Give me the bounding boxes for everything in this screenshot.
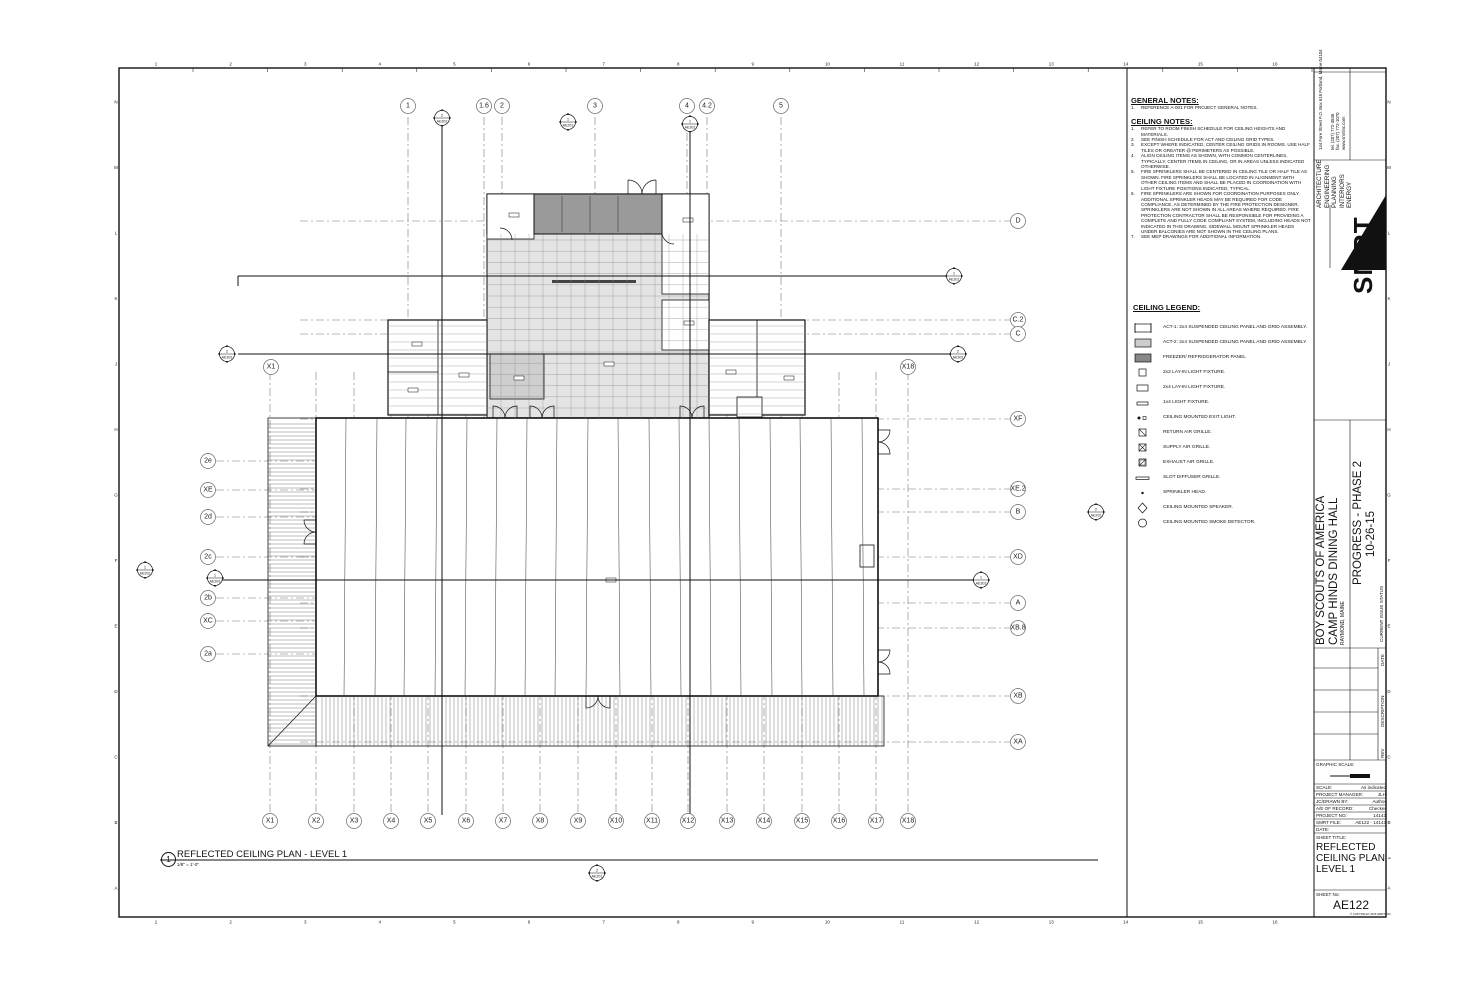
hall-fixture (860, 545, 874, 567)
section-marker-ref: AE302 (436, 119, 448, 124)
tb-row-scale (1316, 785, 1386, 790)
note-text: EXCEPT WHERE INDICATED, CENTER CEILING GRIDS IN ROOMS. USE HALF TILES OR GREATER @ PERIMETERS AS POSSIBLE. (1141, 142, 1310, 153)
legend-item (1133, 335, 1313, 350)
section-marker-number: 1 (566, 116, 570, 122)
border-number-top: 12 (974, 61, 980, 67)
drawn-label: JC/DRAWN BY: (1316, 799, 1349, 804)
sheet-title-line3: LEVEL 1 (1316, 864, 1356, 875)
grid-bubble-left-label: 2a (204, 650, 212, 658)
pm-label: PROJECT MANAGER: (1316, 792, 1364, 797)
sheet-title (1316, 842, 1391, 875)
border-number-top: 7 (602, 61, 605, 67)
border-number-top: 4 (378, 61, 382, 67)
grid-bubble-bottom-label: X2 (311, 817, 321, 825)
legend-label: RETURN AIR GRILLE. (1163, 429, 1212, 435)
border-number-bottom: 7 (602, 919, 605, 925)
border-number-bottom: 3 (303, 919, 307, 925)
border-letter-left: L (114, 230, 118, 236)
border-number-top: 10 (824, 61, 830, 67)
speaker-icon (1133, 502, 1163, 514)
return-icon (1133, 427, 1163, 439)
legend-item (1133, 440, 1313, 455)
issue-status-date: 10-26-15 (1364, 510, 1377, 557)
border-letter-right: J (1387, 361, 1391, 367)
grid-bubble-bottom-label: X4 (386, 817, 396, 825)
border-number-bottom: 5 (453, 919, 456, 925)
border-number-bottom: 16 (1272, 919, 1278, 925)
section-marker-ref: AE303 (975, 581, 987, 586)
grid-bubble-upper-label: X18 (901, 363, 915, 371)
legend-label: SPRINKLER HEAD. (1163, 489, 1207, 495)
grid-bubble-bottom-label: X9 (573, 817, 583, 825)
legend-label: 2x4 LAY-IN LIGHT FIXTURE. (1163, 384, 1226, 390)
grid-bubble-right-label: XB (1013, 692, 1023, 700)
section-marker-number: 1 (143, 564, 147, 570)
border-number-bottom: 1 (154, 919, 158, 925)
border-letter-right: L (1387, 230, 1391, 236)
legend-label: CEILING MOUNTED SMOKE DETECTOR. (1163, 519, 1256, 525)
tb-row-pm (1316, 792, 1386, 797)
note-number: 3. (1131, 142, 1135, 148)
border-number-top: 11 (899, 61, 905, 67)
note-text: FIRE SPRINKLERS ARE SHOWN FOR COORDINATION PURPOSES ONLY. ADDITIONAL SPRINKLER HEADS MAY BE REQUIRED FOR CODE COMPLIANCE, AS DETERMINED BY THE FIRE PROTECTION DESIGNER. SPRINKLERS ARE NOT SHOWN IN ALL AREAS WHERE REQUIRED. FIRE PROTECTION CONTRACTOR SHALL BE RESPONSIBLE FOR PROVIDING A COMPLETE AND FULLY CODE COMPLIANT SYSTEM, INCLUDING HEADS NOT INDICATED IN THIS DRAWING. SIDEWALL MOUNT SPRINKLER HEADS UNDER BALCONIES ARE NOT SHOWN IN THE CEILING PLANS. (1141, 191, 1311, 234)
grid-bubble-bottom-label: X3 (349, 817, 359, 825)
section-marker-number: 2 (1094, 506, 1098, 512)
note-text: FIRE SPRINKLERS SHALL BE CENTERED IN CEILING TILE OR HALF TILE AS SHOWN. FIRE SPRINKLERS SHALL BE LOCATED IN ALIGNMENT WITH OTHER CEILING ITEMS AND SHALL BE PLACED IN COORDINATION WITH LIGHT FIXTURE POSITIONS INDICATED, TYPICAL. (1141, 169, 1308, 191)
issue-status (1352, 461, 1377, 585)
grid-bubble-bottom-label: X7 (498, 817, 508, 825)
act2-icon (1133, 337, 1163, 349)
graphic-scale-label: GRAPHIC SCALE: (1316, 762, 1355, 767)
border-number-top: 16 (1272, 61, 1278, 67)
note-number: 1. (1131, 126, 1135, 132)
project-no-label: PROJECT NO: (1316, 813, 1347, 818)
legend-item (1133, 320, 1313, 335)
sheet-number: AE122 (1333, 898, 1370, 912)
note-number: 1. (1131, 105, 1135, 111)
grid-bubble-left-label: 2d (204, 513, 212, 521)
ceiling-note (1131, 191, 1311, 234)
grid-bubble-bottom-label: X1 (265, 817, 275, 825)
west-porch (268, 418, 316, 746)
border-number-top: 1 (154, 61, 158, 67)
grid-bubble-bottom-label: X18 (901, 817, 915, 825)
section-marker-ref: AE302 (952, 355, 964, 360)
column-rev: REV (1380, 748, 1385, 758)
border-letter-left: B (114, 820, 118, 825)
date-label: DATE: (1316, 827, 1330, 832)
border-letter-left: G (114, 492, 118, 498)
firm-contact (1330, 112, 1346, 150)
border-number-top: 8 (676, 61, 680, 67)
general-notes-title: GENERAL NOTES: (1131, 96, 1199, 105)
ceiling-notes-title: CEILING NOTES: (1131, 116, 1193, 126)
border-number-bottom: 4 (378, 919, 382, 925)
pm-value: JLH (1377, 792, 1386, 797)
legend-label: 1x4 LIGHT FIXTURE. (1163, 399, 1210, 405)
note-text: REFER TO ROOM FINISH SCHEDULE FOR CEILING HEIGHTS AND MATERIALS. (1141, 126, 1286, 137)
border-letter-left: M (114, 165, 118, 170)
firm-address (1318, 50, 1323, 150)
grid-bubble-bottom-label: X12 (681, 817, 695, 825)
section-marker-number: 1 (952, 270, 956, 276)
tb-row-file (1316, 820, 1386, 825)
grid-bubble-top-label: 4 (685, 102, 689, 110)
border-letter-right: M (1387, 165, 1391, 170)
border-letter-left: D (114, 689, 118, 694)
grid-bubble-bottom-label: X15 (795, 817, 809, 825)
section-marker-ref: AE202 (1090, 513, 1102, 518)
section-marker-number: 2 (595, 867, 599, 873)
grid-bubble-right-label: XE.2 (1010, 485, 1026, 493)
legend-label: ACT-2: 2x4 SUSPENDED CEILING PANEL AND GRID ASSEMBLY. (1163, 339, 1308, 345)
file-label: SMRT FILE: (1316, 820, 1342, 825)
section-marker-ref: AE201 (591, 874, 603, 879)
border-letter-left: A (114, 885, 118, 891)
firm-services (1316, 160, 1354, 208)
issue-status-text: PROGRESS - PHASE 2 (1352, 461, 1364, 585)
sheet-no-label: SHEET No: (1316, 892, 1340, 897)
section-marker-number: 2 (956, 348, 960, 354)
ceiling-legend (1133, 303, 1313, 530)
exhaust-icon (1133, 457, 1163, 469)
grid-bubble-bottom-label: X13 (720, 817, 734, 825)
grid-bubble-upper-label: X1 (266, 363, 276, 371)
legend-label: 2x2 LAY-IN LIGHT FIXTURE. (1163, 369, 1226, 375)
note-number: 4. (1131, 153, 1135, 159)
legend-label: SLOT DIFFUSER GRILLE. (1163, 474, 1221, 480)
legend-item (1133, 365, 1313, 380)
grid-bubble-bottom-label: X10 (609, 817, 623, 825)
general-notes (1131, 98, 1311, 111)
exit-icon (1133, 412, 1163, 424)
ceiling-note (1131, 126, 1311, 137)
border-letter-right: G (1387, 492, 1391, 498)
note-text: SEE MEP DRAWINGS FOR ADDITIONAL INFORMATION. (1141, 234, 1262, 240)
border-number-bottom: 13 (1048, 919, 1054, 925)
border-letter-right: H (1387, 427, 1391, 432)
service-energy: ENERGY (1346, 181, 1354, 208)
grid-bubble-right-label: D (1015, 217, 1021, 225)
south-porch (268, 696, 884, 746)
border-number-bottom: 2 (229, 919, 232, 925)
slot-diffuser (552, 280, 636, 283)
section-marker-number: 1 (213, 572, 217, 578)
border-letter-right: D (1387, 689, 1391, 694)
grid-bubble-right-label: XF (1013, 415, 1023, 423)
border-letter-left: E (114, 623, 118, 629)
thin-icon (1133, 397, 1163, 409)
building-outline (268, 180, 890, 746)
smrt-logo-text: SMRT (1348, 216, 1378, 294)
legend-item (1133, 455, 1313, 470)
border-letter-right: C (1387, 754, 1391, 760)
smoke-icon (1133, 517, 1163, 529)
grid-bubble-right-label: B (1015, 508, 1021, 516)
border-number-bottom: 10 (824, 919, 830, 925)
border-number-bottom: 9 (751, 919, 755, 925)
grid-bubble-left-label: 2c (204, 553, 212, 561)
note-text: SEE FINISH SCHEDULE FOR ACT AND CEILING GRID TYPES. (1141, 137, 1275, 143)
grid-bubble-bottom-label: X11 (646, 817, 658, 825)
drawn-value: Author (1372, 799, 1386, 804)
service-engineering: ENGINEERING (1323, 164, 1331, 208)
project-info (1315, 496, 1347, 645)
grid-bubble-bottom-label: X6 (461, 817, 471, 825)
border-number-top: 9 (751, 61, 755, 67)
service-architecture: ARCHITECTURE (1316, 159, 1323, 208)
column-description: DESCRIPTION (1380, 695, 1385, 727)
border-number-bottom: 15 (1197, 919, 1203, 925)
section-marker-ref: AE302 (221, 355, 233, 360)
border-number-bottom: 6 (527, 919, 531, 925)
border-letter-left: C (114, 754, 118, 760)
grid-bubble-left-label: 2b (204, 594, 212, 602)
rect-icon (1133, 382, 1163, 394)
dining-hall (316, 418, 878, 696)
scale-value: As indicated (1360, 785, 1386, 790)
border-number-top: 13 (1048, 61, 1054, 67)
grid-bubble-right-label: XB.8 (1010, 624, 1026, 632)
grid-bubble-left-label: XC (203, 617, 213, 625)
sheet-title-line1: REFLECTED (1316, 842, 1376, 853)
plan-title: REFLECTED CEILING PLAN - LEVEL 1 (177, 849, 348, 860)
border-number-top: 5 (453, 61, 456, 67)
grid-bubble-top-label: 1 (406, 102, 410, 110)
sq-icon (1133, 367, 1163, 379)
grid-bubble-bottom-label: X17 (869, 817, 883, 825)
ceiling-note (1131, 153, 1311, 169)
border-letter-right: F (1387, 558, 1391, 563)
legend-item (1133, 380, 1313, 395)
ceiling-note (1131, 169, 1311, 191)
border-letter-right: A (1387, 885, 1391, 891)
project-client: BOY SCOUTS OF AMERICA (1315, 495, 1327, 645)
border-letter-right: B (1387, 820, 1391, 825)
border-letter-left: H (114, 427, 118, 432)
section-marker-number: 2 (440, 112, 444, 118)
legend-item (1133, 395, 1313, 410)
section-marker-ref: AE202 (139, 571, 151, 576)
legend-label: FREEZER/ REFRIDGERATOR PANEL (1163, 354, 1246, 360)
border-letter-right: E (1387, 623, 1391, 629)
grid-bubble-top-label: 2 (500, 102, 504, 110)
firm-web: www.smrtinc.com (1340, 116, 1346, 150)
legend-label: EXHAUST AIR GRILLE. (1163, 459, 1215, 465)
legend-label: CEILING MOUNTED SPEAKER. (1163, 504, 1234, 510)
grid-bubble-top-label: 5 (779, 102, 783, 110)
plan-detail-number: 1 (161, 852, 176, 867)
grid-bubble-right-label: C (1015, 330, 1021, 338)
copyright: © COPYRIGHT 2015 SMRT INC. (1350, 912, 1392, 916)
aoe-label: A/E OF RECORD: (1316, 806, 1354, 811)
section-marker-ref: AE303 (209, 579, 221, 584)
section-marker-ref: AE302 (948, 277, 960, 282)
section-marker-ref: AE302 (684, 125, 696, 130)
project-location: RAYMOND, MAINE (1340, 601, 1346, 645)
border-letter-right: K (1387, 296, 1391, 301)
sheet-title-line2: CEILING PLAN - (1316, 853, 1392, 864)
grid-bubble-left-label: 2e (204, 457, 212, 465)
grid-bubble-bottom-label: X5 (423, 817, 433, 825)
border-number-top: 6 (527, 61, 531, 67)
legend-title: CEILING LEGEND: (1133, 303, 1201, 312)
slot-icon (1133, 472, 1163, 484)
note-text: REFERENCE A-001 FOR PROJECT GENERAL NOTES. (1141, 105, 1258, 111)
grid-bubble-right-label: XD (1013, 553, 1023, 561)
firm-address-text: 144 Fore Street P.O. Box 618 Portland, Maine 04104 (1318, 49, 1323, 150)
ceiling-notes (1131, 116, 1311, 240)
sheet-title-label: SHEET TITLE: (1316, 835, 1347, 840)
grid-bubble-top-label: 1.6 (479, 102, 489, 110)
border-number-top: 14 (1123, 61, 1129, 67)
border-number-bottom: 14 (1123, 919, 1129, 925)
border-letter-left: K (114, 296, 118, 301)
grid-bubble-right-label: A (1015, 599, 1021, 607)
note-text: ALIGN CEILING ITEMS AS SHOWN, WITH COMMON CENTERLINES, TYPICALLY. CENTER ITEMS IN CEILING, OR IN AREAS UNLESS INDICATED OTHERWISE. (1141, 153, 1305, 170)
legend-item (1133, 485, 1313, 500)
border-number-bottom: 12 (974, 919, 980, 925)
border-number-top: 3 (303, 61, 307, 67)
issue-status-label: CURRENT ISSUE STATUS (1379, 585, 1384, 642)
note-number: 7. (1131, 234, 1135, 240)
border-letter-left: N (114, 99, 118, 105)
legend-item (1133, 350, 1313, 365)
border-number-top: 2 (229, 61, 232, 67)
note-number: 5. (1131, 169, 1135, 175)
grid-bubble-bottom-label: X8 (535, 817, 545, 825)
ceiling-note (1131, 142, 1311, 153)
legend-label: ACT-1: 2x4 SUSPENDED CEILING PANEL AND GRID ASSEMBLY. (1163, 324, 1308, 330)
grid-bubble-right-label: C.2 (1012, 316, 1024, 324)
legend-label: SUPPLY AIR GRILLE. (1163, 444, 1211, 450)
border-number-bottom: 11 (899, 919, 905, 925)
plan-scale: 1/8" = 1'-0" (177, 862, 199, 867)
note-number: 6. (1131, 191, 1135, 197)
border-number-bottom: 8 (676, 919, 680, 925)
aoe-value: Checker (1368, 806, 1386, 811)
dot-icon (1133, 487, 1163, 499)
west-wing (388, 320, 487, 415)
grid-bubble-top-label: 3 (593, 102, 597, 110)
tb-row-project (1316, 813, 1386, 818)
firm-fax: fax. (207) 772-1070 (1335, 112, 1341, 150)
act1-icon (1133, 322, 1163, 334)
legend-item (1133, 500, 1313, 515)
grid-bubble-right-label: XA (1013, 738, 1023, 746)
border-letter-left: J (114, 361, 118, 367)
grid-bubble-top-label: 4.2 (702, 102, 712, 110)
legend-label: CEILING MOUNTED EXIT LIGHT. (1163, 414, 1236, 420)
firm-phone: tel. (207) 772-3846 (1330, 113, 1335, 150)
border-number-top: 15 (1197, 61, 1203, 67)
service-interiors: INTERIORS (1338, 174, 1346, 208)
column-date: DATE (1380, 654, 1385, 666)
project-name: CAMP HINDS DINING HALL (1327, 497, 1340, 645)
project-no-value: 14143 (1373, 813, 1386, 818)
freezer-panel (534, 194, 662, 234)
legend-item (1133, 425, 1313, 440)
service-planning: PLANNING (1331, 176, 1339, 208)
grid-bubble-bottom-label: X16 (832, 817, 846, 825)
border-letter-right: N (1387, 99, 1391, 105)
ceiling-note (1131, 234, 1311, 239)
legend-item (1133, 410, 1313, 425)
section-marker-number: 1 (688, 118, 692, 124)
border-letter-left: F (114, 558, 118, 563)
file-value: AE122 - 14143 (1355, 820, 1386, 825)
general-note (1131, 105, 1311, 110)
section-marker-number: 1 (979, 574, 983, 580)
graphic-scale-bar (1330, 774, 1370, 778)
freezer-icon (1133, 352, 1163, 364)
tb-row-date (1316, 827, 1386, 832)
grid-bubble-left-label: XE (203, 486, 213, 494)
legend-item (1133, 470, 1313, 485)
grid-bubble-bottom-label: X14 (757, 817, 771, 825)
section-marker-number: 2 (225, 348, 229, 354)
legend-item (1133, 515, 1313, 530)
supply-icon (1133, 442, 1163, 454)
note-number: 2. (1131, 137, 1135, 143)
tb-row-aoe (1316, 806, 1386, 811)
notes-panel (1131, 98, 1311, 248)
section-marker-ref: AE201 (562, 123, 574, 128)
scale-label: SCALE: (1316, 785, 1333, 790)
tb-row-drawn (1316, 799, 1386, 804)
